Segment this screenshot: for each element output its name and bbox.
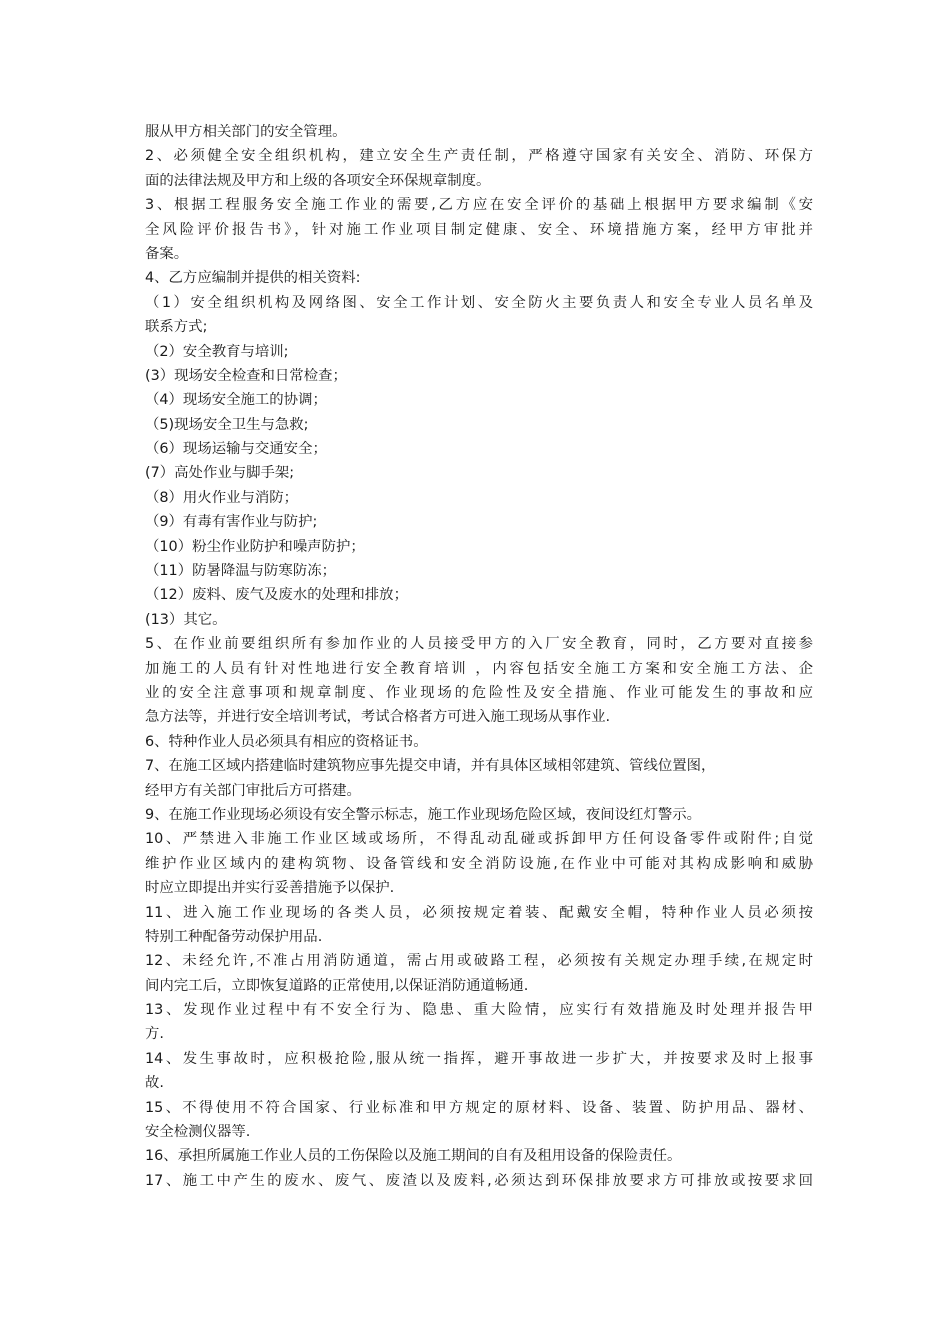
text-line: 面的法律法规及甲方和上级的各项安全环保规章制度。 [145, 172, 491, 189]
text-line: 14、发生事故时，应积极抢险,服从统一指挥，避开事故进一步扩大，并按要求及时上报事 [145, 1050, 813, 1067]
text-line: 2、必须健全安全组织机构，建立安全生产责任制，严格遵守国家有关安全、消防、环保方 [145, 148, 813, 165]
text-line: （6）现场运输与交通安全； [145, 441, 327, 458]
text-line: （8）用火作业与消防； [145, 489, 299, 506]
text-line: 15、不得使用不符合国家、行业标准和甲方规定的原材料、设备、装置、防护用品、器材、 [145, 1099, 813, 1116]
text-line: 时应立即提出并实行妥善措施予以保护. [145, 880, 395, 897]
text-line: (13）其它。 [145, 611, 227, 628]
text-line: 7、在施工区域内搭建临时建筑物应事先提交申请，并有具体区域相邻建筑、管线位置图， [145, 758, 716, 775]
text-line: 联系方式; [145, 319, 208, 336]
text-line: 9、在施工作业现场必须设有安全警示标志，施工作业现场危险区域，夜间设红灯警示。 [145, 806, 702, 823]
text-line: 特别工种配备劳动保护用品. [145, 928, 323, 945]
text-line: 备案。 [145, 245, 189, 262]
document-body [145, 120, 813, 1193]
text-line: 5、在作业前要组织所有参加作业的人员接受甲方的入厂安全教育，同时，乙方要对直接参 [145, 636, 813, 653]
text-line: 6、特种作业人员必须具有相应的资格证书。 [145, 733, 428, 750]
text-line: （9）有毒有害作业与防护; [145, 514, 318, 531]
text-line: （1）安全组织机构及网络图、安全工作计划、安全防火主要负责人和安全专业人员名单及 [145, 294, 813, 311]
text-line: 3、根据工程服务安全施工作业的需要,乙方应在安全评价的基础上根据甲方要求编制《安 [145, 197, 813, 214]
text-line: （12）废料、废气及废水的处理和排放； [145, 587, 408, 604]
text-line: （2）安全教育与培训; [145, 343, 289, 360]
text-line: 10、严禁进入非施工作业区域或场所，不得乱动乱碰或拆卸甲方任何设备零件或附件;自觉 [145, 831, 813, 848]
text-line: 故. [145, 1075, 164, 1092]
text-line: （11）防暑降温与防寒防冻； [145, 563, 336, 580]
text-line: 全风险评价报告书》，针对施工作业项目制定健康、安全、环境措施方案，经甲方审批并 [145, 221, 813, 238]
text-line: 业的安全注意事项和规章制度、作业现场的危险性及安全措施、作业可能发生的事故和应 [145, 684, 813, 701]
text-line: （5)现场安全卫生与急救; [145, 416, 309, 433]
text-line: 加施工的人员有针对性地进行安全教育培训 ，内容包括安全施工方案和安全施工方法、企 [145, 660, 813, 677]
text-line: 急方法等，并进行安全培训考试，考试合格者方可进入施工现场从事作业. [145, 709, 611, 726]
text-line: （10）粉尘作业防护和噪声防护； [145, 538, 365, 555]
text-line: 经甲方有关部门审批后方可搭建。 [145, 782, 361, 799]
text-line: 服从甲方相关部门的安全管理。 [145, 124, 347, 140]
text-line: 16、承担所属施工作业人员的工伤保险以及施工期间的自有及租用设备的保险责任。 [145, 1148, 682, 1165]
text-line: 17、施工中产生的废水、废气、废渣以及废料,必须达到环保排放要求方可排放或按要求回 [145, 1172, 813, 1189]
text-line: 11、进入施工作业现场的各类人员，必须按规定着装、配戴安全帽，特种作业人员必须按 [145, 904, 813, 921]
text-line: (7）高处作业与脚手架; [145, 465, 295, 482]
text-line: 间内完工后，立即恢复道路的正常使用,以保证消防通道畅通. [145, 977, 529, 994]
text-line: 13、发现作业过程中有不安全行为、隐患、重大险情，应实行有效措施及时处理并报告甲 [145, 1002, 813, 1019]
text-line: 12、未经允许,不准占用消防通道，需占用或破路工程，必须按有关规定办理手续,在规定时 [145, 953, 813, 970]
text-line: 方. [145, 1026, 164, 1043]
text-line: （4）现场安全施工的协调； [145, 392, 327, 409]
text-line: 维护作业区域内的建构筑物、设备管线和安全消防设施,在作业中可能对其构成影响和威胁 [145, 855, 813, 872]
text-line: (3）现场安全检查和日常检查； [145, 367, 347, 384]
text-line: 4、乙方应编制并提供的相关资料: [145, 270, 361, 287]
text-line: 安全检测仪器等. [145, 1124, 251, 1141]
